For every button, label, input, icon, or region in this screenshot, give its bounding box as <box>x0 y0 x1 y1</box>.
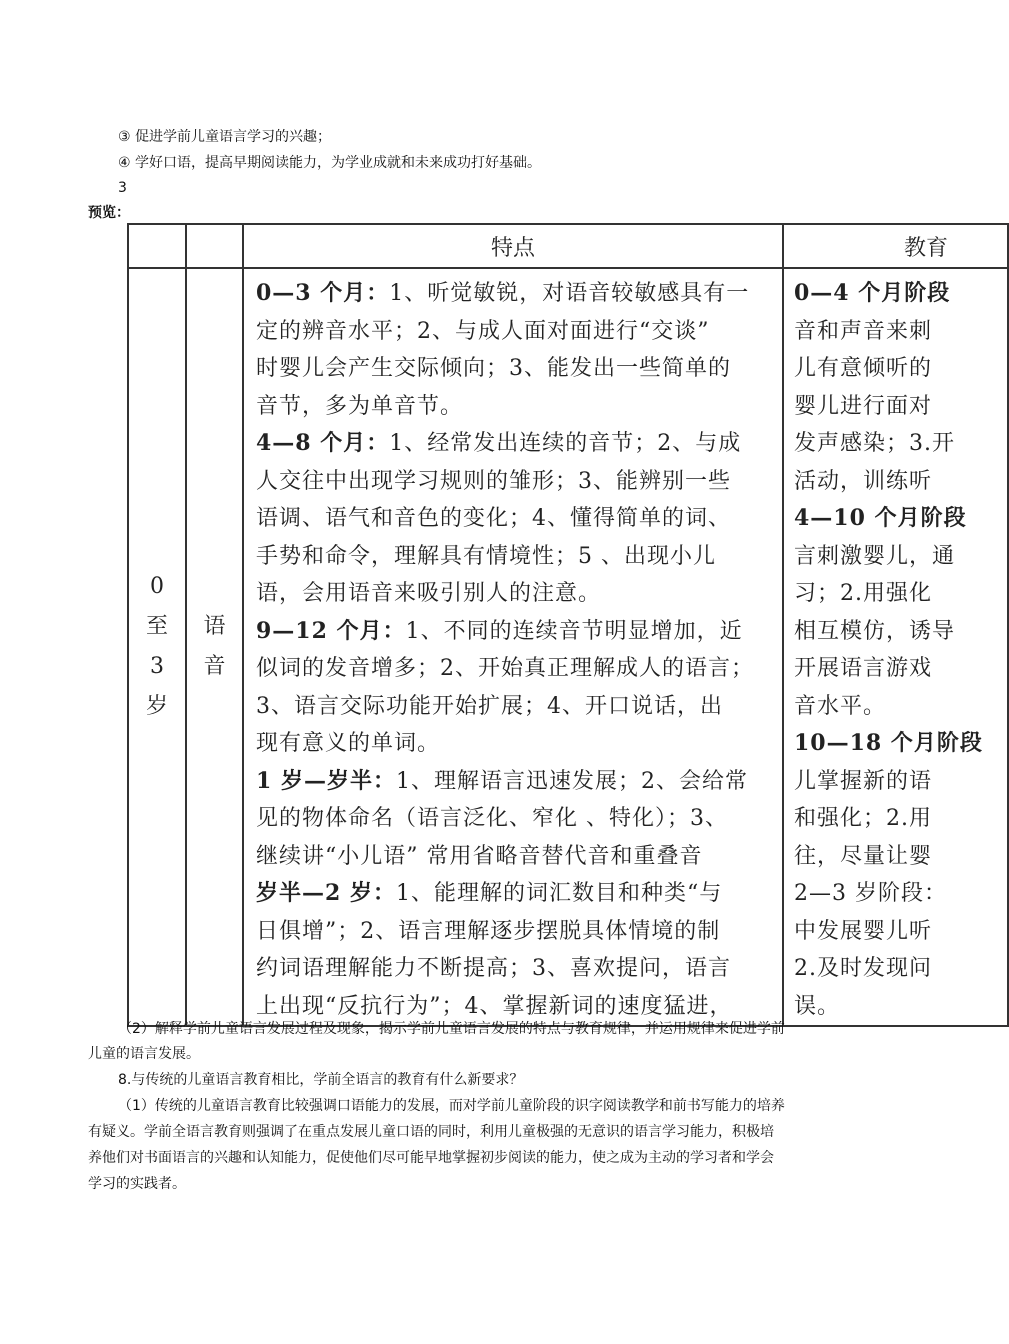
education-cell <box>783 268 1008 1026</box>
feature-line: 约词语理解能力不断提高；3、喜欢提问，语言 <box>256 956 731 981</box>
education-line: 往，尽量让婴 <box>794 843 933 869</box>
education-line: 音水平。 <box>794 693 887 719</box>
feature-line: 手势和命令，理解具有情境性；5 、出现小儿 <box>256 543 716 569</box>
answer-line-4: 学习的实践者。 <box>88 1176 186 1192</box>
education-line: 儿掌握新的语 <box>794 768 933 794</box>
education-line: 和强化；2.用 <box>794 806 932 831</box>
feature-line: 定的辨音水平；2、与成人面对面进行“交谈” <box>256 318 710 344</box>
question-8: 8.与传统的儿童语言教育相比，学前全语言的教育有什么新要求？ <box>118 1072 524 1088</box>
preview-table <box>127 223 1009 1027</box>
answer-line-3: 养他们对书面语言的兴趣和认知能力，促使他们尽可能早地掌握初步阅读的能力，使之成为主动的学习者和学会 <box>88 1150 774 1166</box>
feature-line: 时婴儿会产生交际倾向；3、能发出一些简单的 <box>256 356 731 381</box>
education-line: 儿有意倾听的 <box>794 356 933 381</box>
feature-line: 0—3 个月：1、听觉敏锐，对语音较敏感具有一 <box>256 280 750 306</box>
feature-line: 3、语言交际功能开始扩展；4、开口说话，出 <box>256 693 723 719</box>
header-feature: 特点 <box>243 224 783 268</box>
feature-line: 音节，多为单音节。 <box>256 393 464 419</box>
feature-line: 4—8 个月：1、经常发出连续的音节；2、与成 <box>256 430 742 456</box>
preview-label: 预览： <box>88 205 130 221</box>
education-line: 2—3 岁阶段： <box>794 881 947 906</box>
education-line: 误。 <box>794 993 841 1019</box>
education-line: 10—18 个月阶段 <box>794 730 983 756</box>
education-line: 婴儿进行面对 <box>794 393 933 419</box>
education-line: 活动，训练听 <box>794 468 933 494</box>
list-item-3: ③ 促进学前儿童语言学习的兴趣； <box>118 129 332 145</box>
paragraph-2-line-2: 儿童的语言发展。 <box>88 1046 200 1062</box>
feature-line: 现有意义的单词。 <box>256 731 441 756</box>
education-line: 音和声音来刺 <box>794 318 933 344</box>
education-line: 中发展婴儿听 <box>794 918 933 944</box>
education-line: 4—10 个月阶段 <box>794 505 967 531</box>
education-line: 开展语言游戏 <box>794 656 933 681</box>
feature-line: 似词的发音增多；2、开始真正理解成人的语言； <box>256 656 754 681</box>
education-line: 言刺激婴儿，通 <box>794 543 956 569</box>
header-empty-2 <box>186 224 243 268</box>
feature-cell <box>243 268 783 1026</box>
category-cell: 语 音 <box>186 268 243 1026</box>
feature-line: 上出现“反抗行为”；4、掌握新词的速度猛进， <box>256 993 733 1019</box>
age-cell: 0 至 3 岁 <box>128 268 186 1026</box>
list-item-4: ④ 学好口语，提高早期阅读能力，为学业成就和未来成功打好基础。 <box>118 155 541 171</box>
paragraph-2-line-1: （2）解释学前儿童语言发展过程及现象，揭示学前儿童语言发展的特点与教育规律，并运用规律来促进学前 <box>118 1021 785 1037</box>
education-line: 发声感染；3.开 <box>794 431 955 456</box>
preview-table-image <box>127 223 983 1019</box>
education-line: 2.及时发现问 <box>794 956 932 981</box>
feature-line: 人交往中出现学习规则的雏形；3、能辨别一些 <box>256 468 731 494</box>
education-line: 相互模仿，诱导 <box>794 618 956 644</box>
feature-line: 见的物体命名（语言泛化、窄化 、特化）；3、 <box>256 806 728 831</box>
header-empty-1 <box>128 224 186 268</box>
feature-line: 9—12 个月：1、不同的连续音节明显增加，近 <box>256 617 743 644</box>
feature-line: 1 岁—岁半：1、理解语言迅速发展；2、会给常 <box>256 767 748 794</box>
page-number: 3 <box>118 180 127 196</box>
answer-line-2: 有疑义。学前全语言教育则强调了在重点发展儿童口语的同时，利用儿童极强的无意识的语言学习能力，积极培 <box>88 1124 774 1140</box>
education-line: 0—4 个月阶段 <box>794 280 951 306</box>
feature-line: 日俱增”；2、语言理解逐步摆脱具体情境的制 <box>256 918 721 944</box>
education-line: 习；2.用强化 <box>794 581 932 606</box>
feature-line: 语调、语气和音色的变化；4、懂得简单的词、 <box>256 506 731 531</box>
answer-line-1: （1）传统的儿童语言教育比较强调口语能力的发展，而对学前儿童阶段的识字阅读教学和前书写能力的培养 <box>118 1098 785 1114</box>
feature-line: 继续讲“小儿语” 常用省略音替代音和重叠音 <box>256 843 703 869</box>
feature-line: 语，会用语音来吸引别人的注意。 <box>256 581 602 606</box>
feature-line: 岁半—2 岁：1、能理解的词汇数目和种类“与 <box>256 880 723 906</box>
header-education: 教育 <box>783 224 1008 268</box>
